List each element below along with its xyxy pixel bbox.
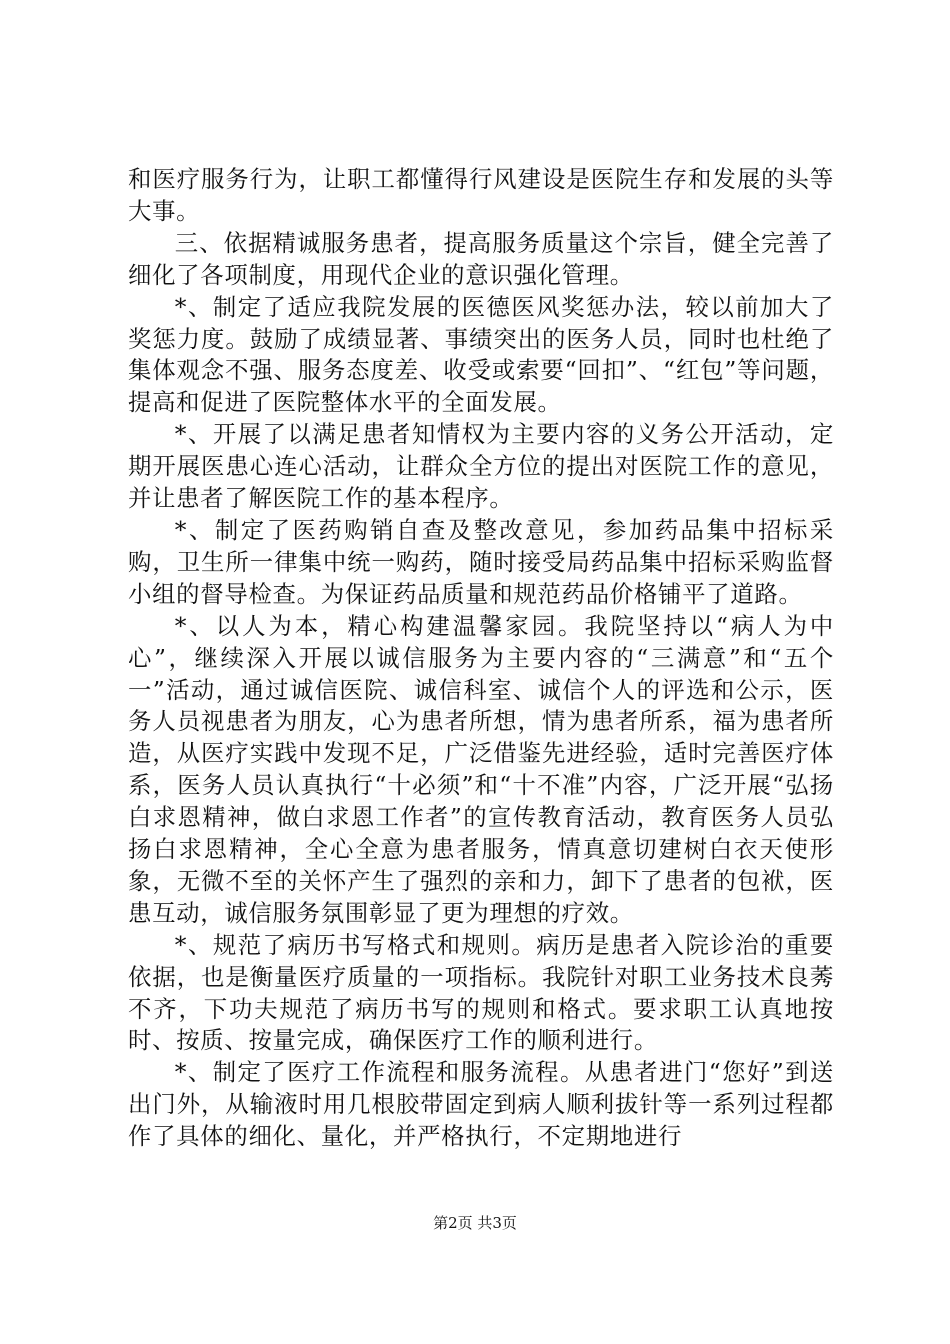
paragraph-item: *、制定了适应我院发展的医德医风奖惩办法，较以前加大了奖惩力度。鼓励了成绩显著、事绩突出的医务人员，同时也杜绝了集体观念不强、服务态度差、收受或索要“回扣”、“红包”等问题，提高和促进了医院整体水平的全面发展。 bbox=[128, 292, 834, 417]
paragraph-item: *、制定了医药购销自查及整改意见，参加药品集中招标采购，卫生所一律集中统一购药，随时接受局药品集中招标采购监督小组的督导检查。为保证药品质量和规范药品价格铺平了道路。 bbox=[128, 515, 834, 608]
paragraph-item: *、以人为本，精心构建温馨家园。我院坚持以“病人为中心”，继续深入开展以诚信服务为主要内容的“三满意”和“五个一”活动，通过诚信医院、诚信科室、诚信个人的评选和公示，医务人员视患者为朋友，心为患者所想，情为患者所系，福为患者所造，从医疗实践中发现不足，广泛借鉴先进经验，适时完善医疗体系，医务人员认真执行“十必须”和“十不准”内容，广泛开展“弘扬白求恩精神，做白求恩工作者”的宣传教育活动，教育医务人员弘扬白求恩精神，全心全意为患者服务，情真意切建树白衣天使形象，无微不至的关怀产生了强烈的亲和力，卸下了患者的包袱，医患互动，诚信服务氛围彰显了更为理想的疗效。 bbox=[128, 611, 834, 927]
paragraph-item: *、规范了病历书写格式和规则。病历是患者入院诊治的重要依据，也是衡量医疗质量的一项指标。我院针对职工业务技术良莠不齐，下功夫规范了病历书写的规则和格式。要求职工认真地按时、按质、按量完成，确保医疗工作的顺利进行。 bbox=[128, 930, 834, 1055]
paragraph-item: *、制定了医疗工作流程和服务流程。从患者进门“您好”到送出门外，从输液时用几根胶带固定到病人顺利拔针等一系列过程都作了具体的细化、量化，并严格执行，不定期地进行 bbox=[128, 1058, 834, 1151]
paragraph-continuation: 和医疗服务行为，让职工都懂得行风建设是医院生存和发展的头等大事。 bbox=[128, 165, 834, 225]
page-number-label: 第2页 共3页 bbox=[433, 1214, 517, 1232]
page-footer bbox=[0, 1213, 950, 1233]
paragraph-section-three: 三、依据精诚服务患者，提高服务质量这个宗旨，健全完善了细化了各项制度，用现代企业的意识强化管理。 bbox=[128, 228, 834, 289]
document-body bbox=[128, 164, 834, 1153]
paragraph-item: *、开展了以满足患者知情权为主要内容的义务公开活动，定期开展医患心连心活动，让群众全方位的提出对医院工作的意见，并让患者了解医院工作的基本程序。 bbox=[128, 420, 834, 513]
